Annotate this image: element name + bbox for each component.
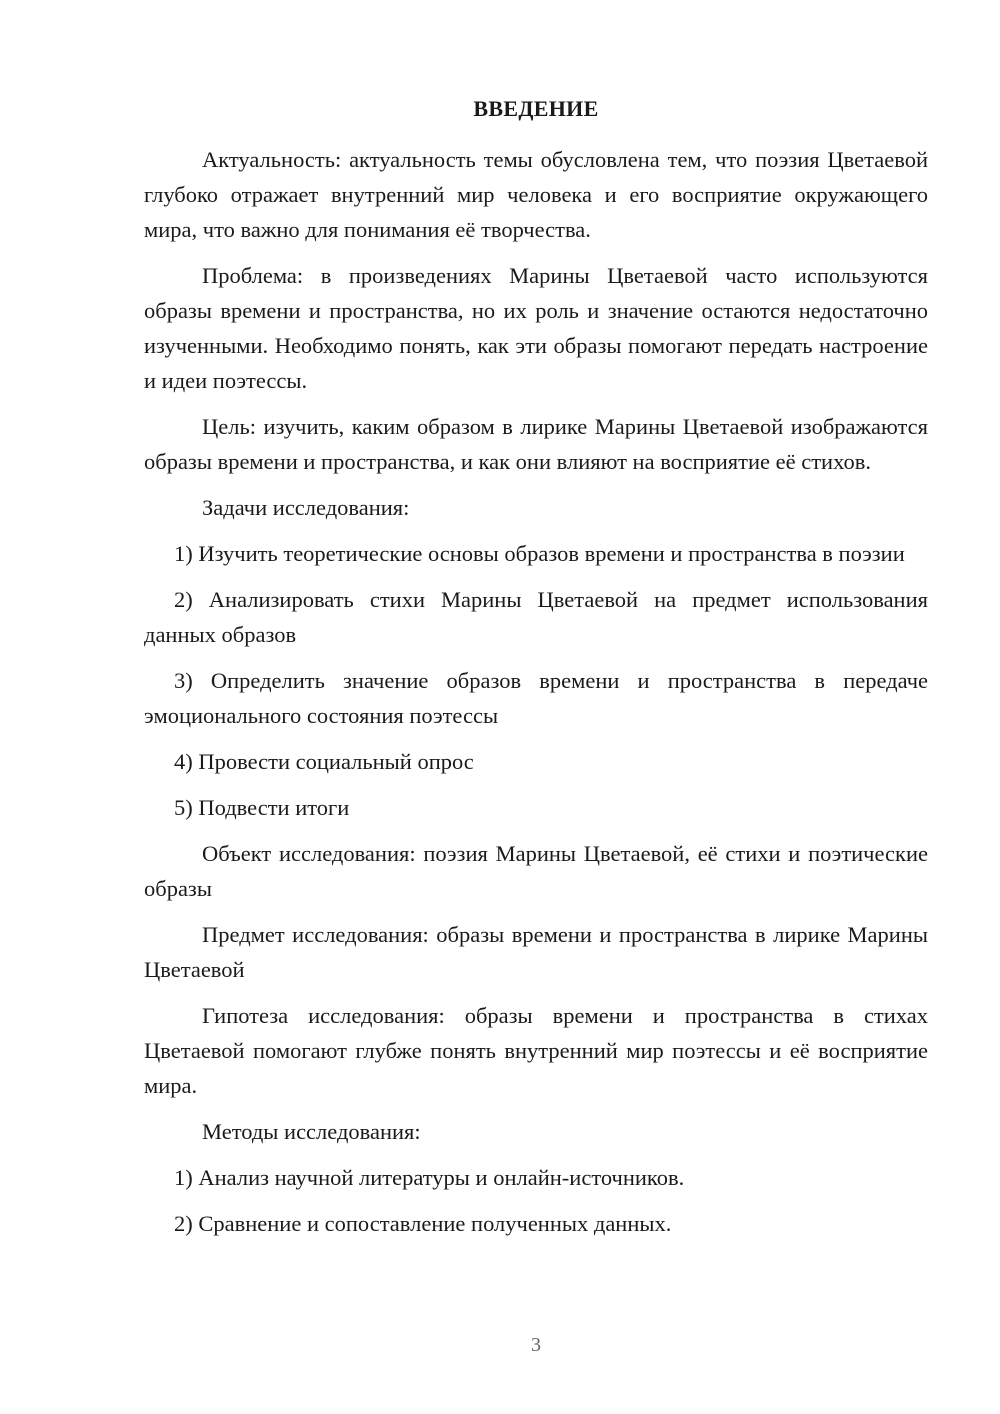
list-item-method-2: 2) Сравнение и сопоставление полученных данных. [174, 1211, 672, 1236]
paragraph-hypothesis: Гипотеза исследования: образы времени и пространства в стихах Цветаевой помогают глубже понять внутренний мир поэтессы и её восприятие мира. [144, 1003, 928, 1098]
page-number: 3 [531, 1334, 541, 1356]
paragraph-problem: Проблема: в произведениях Марины Цветаевой часто используются образы времени и пространства, но их роль и значение остаются недостаточно изученными. Необходимо понять, как эти образы помогают передать настроение и идеи поэтессы. [144, 263, 928, 393]
document-page [144, 0, 928, 1414]
paragraph-tasks-heading: Задачи исследования: [202, 495, 410, 520]
list-item-task-1: 1) Изучить теоретические основы образов времени и пространства в поэзии [174, 541, 905, 566]
list-item-task-2: 2) Анализировать стихи Марины Цветаевой на предмет использования данных образов [144, 587, 928, 647]
paragraph-subject: Предмет исследования: образы времени и пространства в лирике Марины Цветаевой [144, 922, 928, 982]
paragraph-goal: Цель: изучить, каким образом в лирике Марины Цветаевой изображаются образы времени и пространства, и как они влияют на восприятие её стихов. [144, 414, 928, 474]
paragraph-relevance: Актуальность: актуальность темы обусловлена тем, что поэзия Цветаевой глубоко отражает внутренний мир человека и его восприятие окружающего мира, что важно для понимания её творчества. [144, 147, 928, 242]
list-item-task-5: 5) Подвести итоги [174, 795, 350, 820]
paragraph-methods-heading: Методы исследования: [202, 1119, 421, 1144]
section-title: ВВЕДЕНИЕ [473, 96, 599, 121]
body-text [144, 142, 928, 1252]
list-item-task-3: 3) Определить значение образов времени и пространства в передаче эмоционального состояния поэтессы [144, 668, 928, 728]
list-item-task-4: 4) Провести социальный опрос [174, 749, 474, 774]
paragraph-object: Объект исследования: поэзия Марины Цветаевой, её стихи и поэтические образы [144, 841, 928, 901]
list-item-method-1: 1) Анализ научной литературы и онлайн-источников. [174, 1165, 685, 1190]
